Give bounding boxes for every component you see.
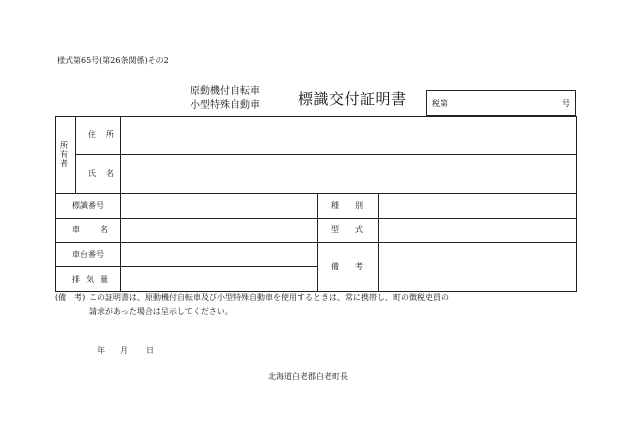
name-label: 氏 名 <box>88 169 114 178</box>
plate-number-field[interactable] <box>121 194 317 218</box>
kind-field[interactable] <box>379 194 576 218</box>
tax-number-prefix: 税第 <box>432 99 448 108</box>
car-name-label: 車 名 <box>72 225 108 234</box>
notes-line-2: 請求があった場合は呈示してください。 <box>89 307 233 316</box>
tax-number-box <box>426 90 576 116</box>
vehicle-type-moped: 原動機付自転車 <box>190 86 260 97</box>
address-label: 住 所 <box>88 130 114 139</box>
date-year: 年 <box>97 346 105 355</box>
date-month: 月 <box>120 346 128 355</box>
kind-label: 種 別 <box>331 201 363 210</box>
displacement-field[interactable] <box>121 267 317 291</box>
model-label: 型 式 <box>331 225 363 234</box>
model-field[interactable] <box>379 219 576 242</box>
chassis-number-field[interactable] <box>121 243 317 266</box>
issuer-name: 北海道白老郡白老町長 <box>268 372 348 381</box>
document-title: 標識交付証明書 <box>298 90 407 108</box>
owner-name-field[interactable] <box>121 155 576 193</box>
plate-number-label: 標識番号 <box>72 201 104 210</box>
owner-label: 所 有 者 <box>60 141 68 168</box>
notes-line-1: この証明書は、原動機付自転車及び小型特殊自動車を使用するときは、常に携帯し、町の徴税吏員の <box>89 293 449 302</box>
notes-label: (備 考) <box>55 293 86 302</box>
displacement-label: 排 気 量 <box>72 275 108 284</box>
remarks-field[interactable] <box>379 243 576 291</box>
tax-number-suffix: 号 <box>562 99 570 108</box>
remarks-label: 備 考 <box>331 262 363 271</box>
vehicle-type-special: 小型特殊自動車 <box>190 100 260 111</box>
car-name-field[interactable] <box>121 219 317 242</box>
date-day: 日 <box>146 346 154 355</box>
form-number: 様式第65号(第26条関係)その2 <box>57 56 169 65</box>
chassis-number-label: 車台番号 <box>72 250 104 259</box>
address-field[interactable] <box>121 117 576 154</box>
